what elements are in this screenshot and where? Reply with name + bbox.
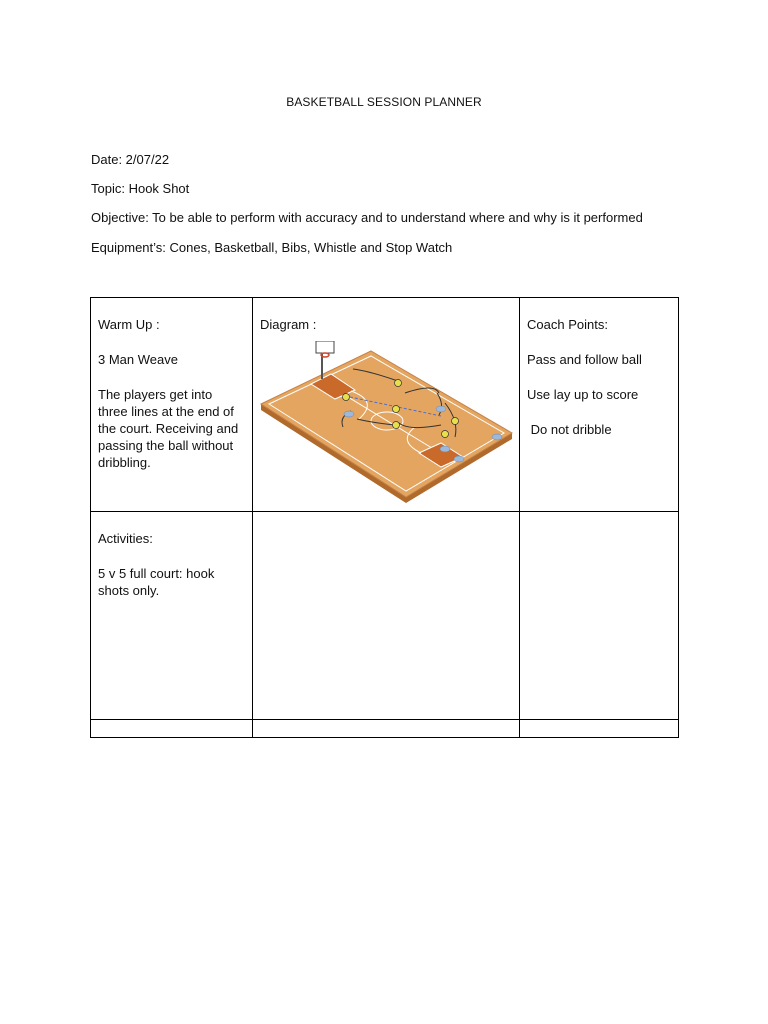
- empty-row: [91, 720, 679, 738]
- warm-up-row: [91, 298, 679, 512]
- activities-row: [91, 512, 679, 720]
- coach-point-2: Use lay up to score: [527, 387, 639, 402]
- activities-diagram-cell: [253, 512, 520, 720]
- activities-description: 5 v 5 full court: hook shots only.: [98, 566, 215, 598]
- court-diagram: [253, 341, 519, 506]
- empty-cell-1: [91, 720, 253, 738]
- coach-points-heading: Coach Points:: [527, 317, 608, 332]
- session-plan-table: [90, 297, 679, 738]
- document-title: BASKETBALL SESSION PLANNER: [286, 95, 482, 109]
- empty-cell-3: [520, 720, 679, 738]
- warm-up-cell: [91, 298, 253, 512]
- activities-coach-points-cell: [520, 512, 679, 720]
- activities-heading: Activities:: [98, 531, 153, 546]
- equipment-line: Equipment’s: Cones, Basketball, Bibs, Whistle and Stop Watch: [91, 240, 453, 255]
- diagram-cell: [253, 298, 520, 512]
- coach-points-cell: [520, 298, 679, 512]
- court-diagram-illustration: [259, 341, 515, 503]
- coach-point-3: Do not dribble: [527, 422, 612, 437]
- topic-line: Topic: Hook Shot: [91, 181, 190, 196]
- coach-point-1: Pass and follow ball: [527, 352, 642, 367]
- diagram-heading: Diagram :: [260, 317, 317, 332]
- activities-cell: [91, 512, 253, 720]
- warm-up-heading: Warm Up :: [98, 317, 160, 332]
- objective-line: Objective: To be able to perform with accuracy and to understand where and why is it performed: [91, 210, 643, 225]
- warm-up-drill: 3 Man Weave: [98, 352, 178, 367]
- date-line: Date: 2/07/22: [91, 152, 170, 167]
- warm-up-description: The players get into three lines at the end of the court. Receiving and passing the ball without dribbling.: [98, 387, 239, 470]
- empty-cell-2: [253, 720, 520, 738]
